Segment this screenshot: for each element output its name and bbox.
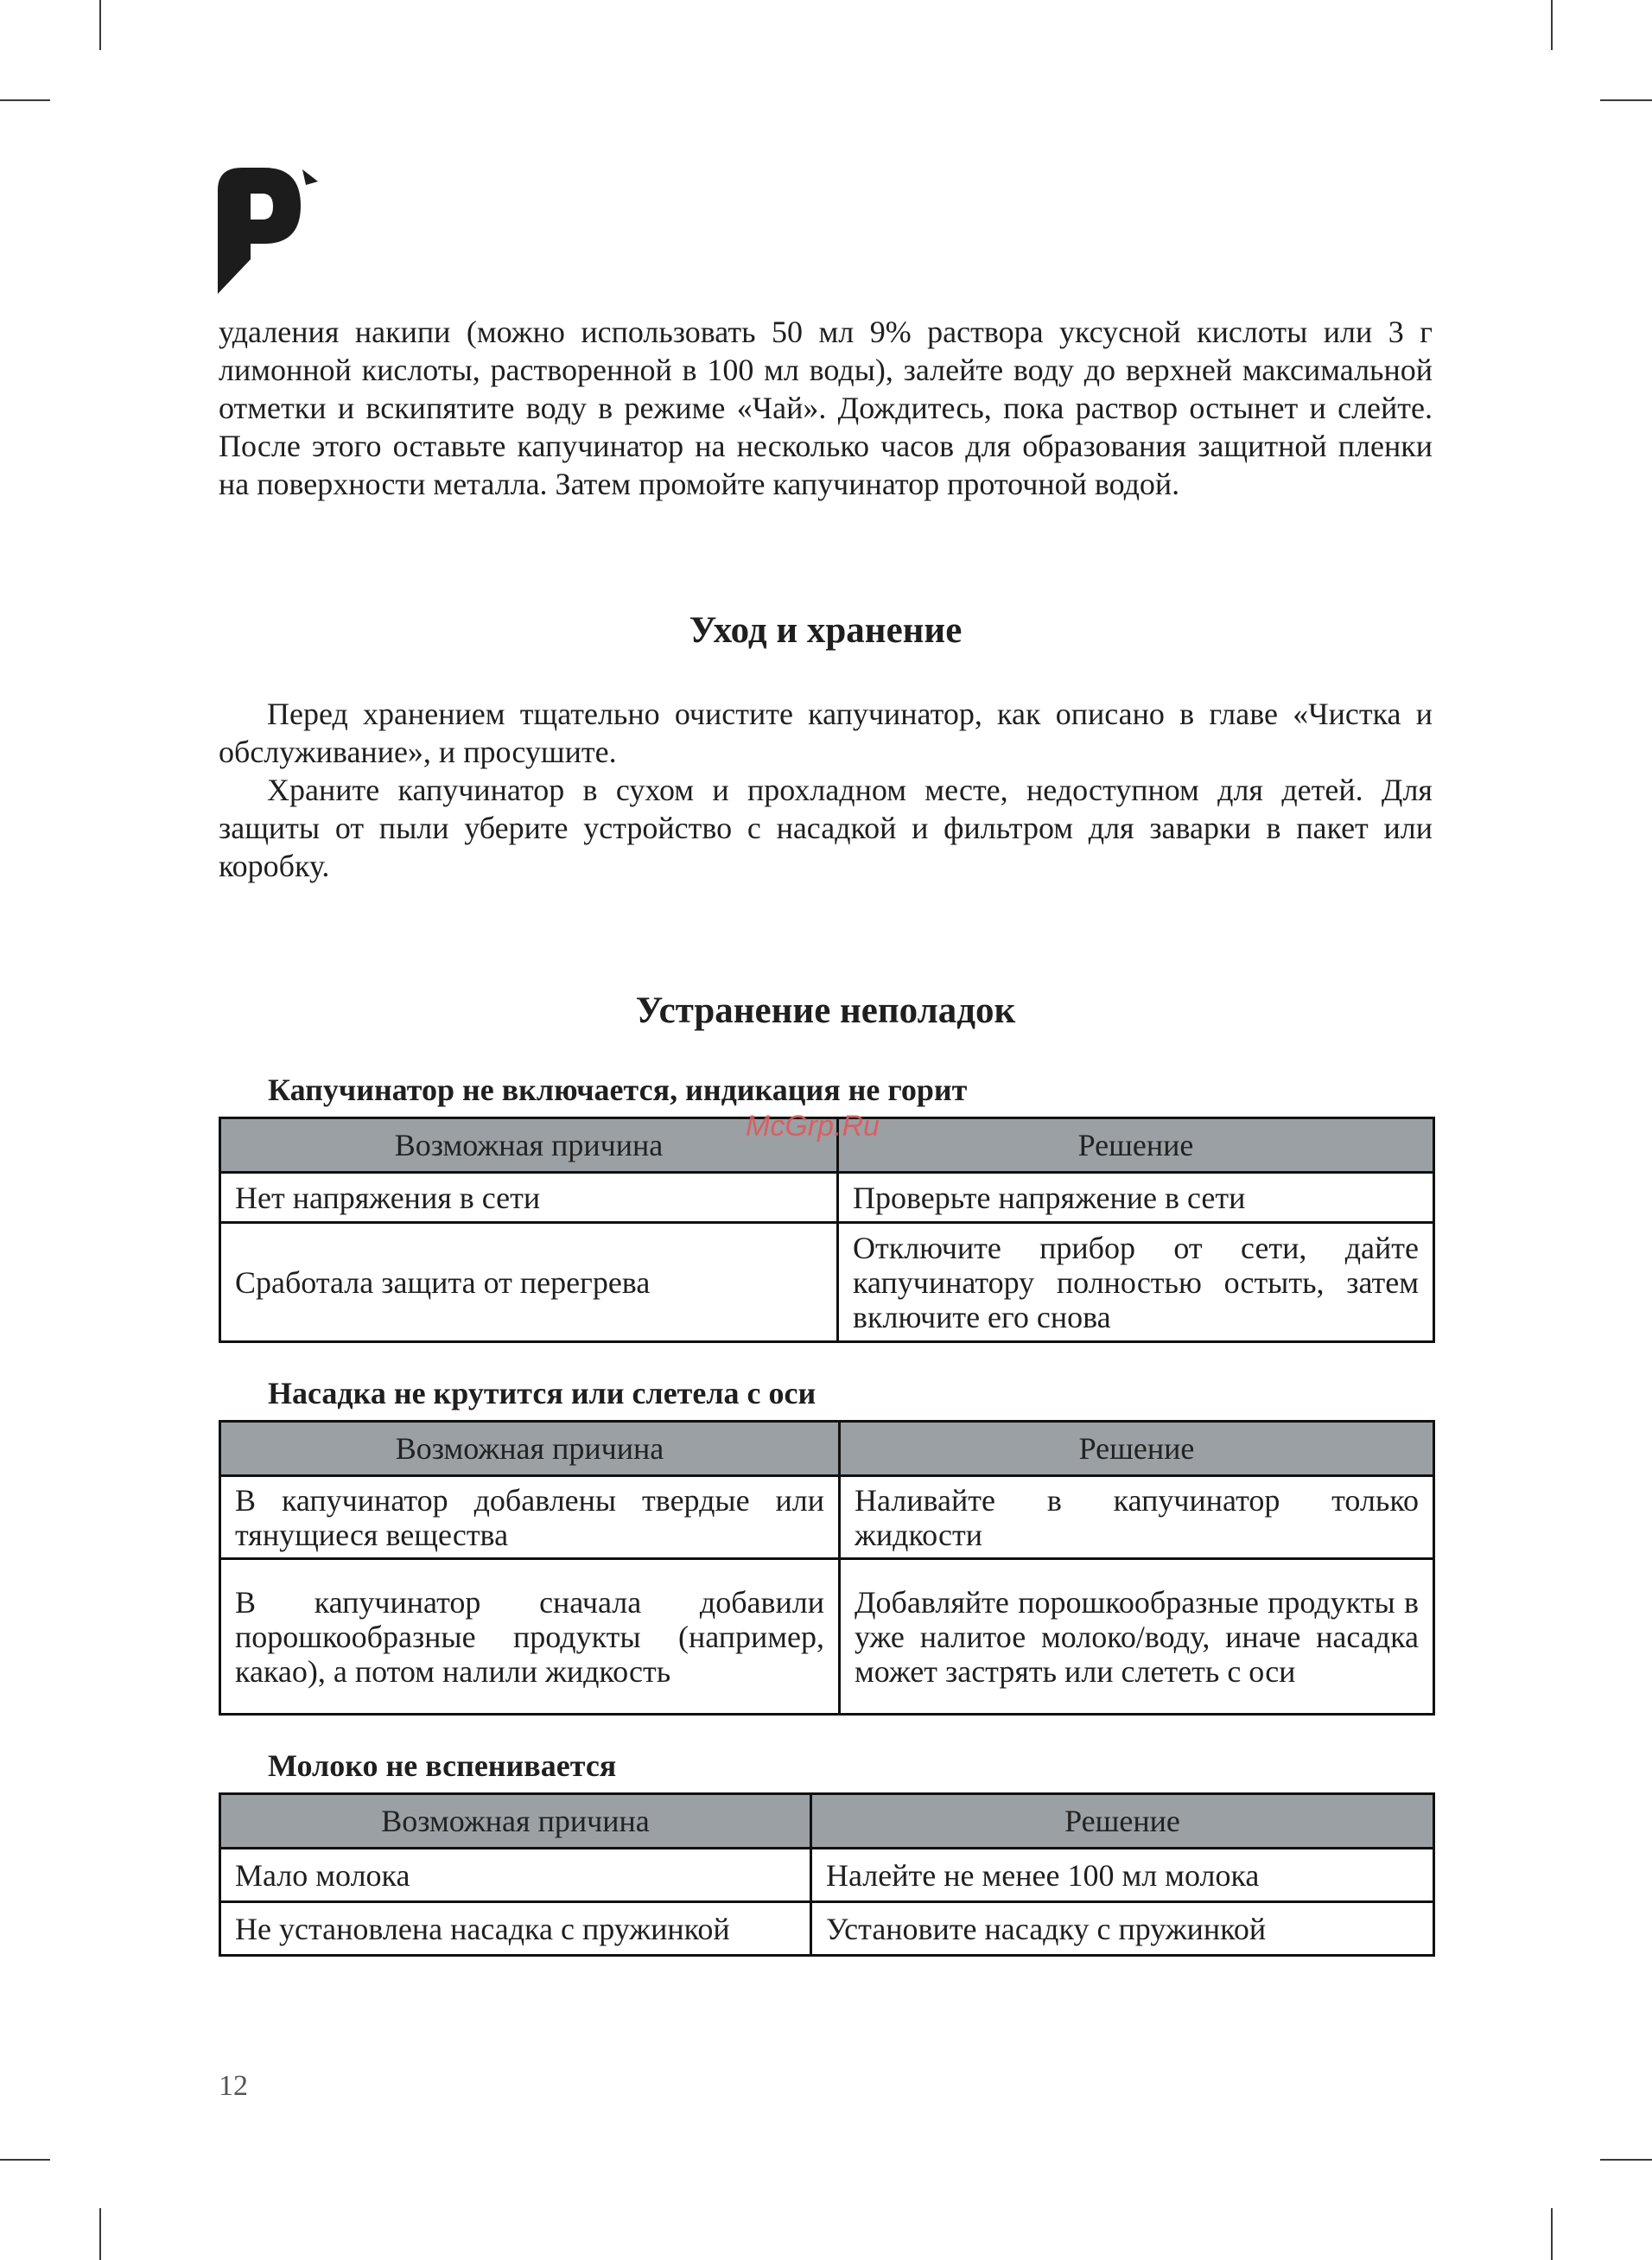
watermark: McGrp.Ru (746, 1110, 880, 1143)
cause-cell: В капучинатор сначала добавили порошкообразные продукты (например, какао), а потом налили жидкость (220, 1559, 840, 1715)
cause-cell: В капучинатор добавлены твердые или тянущиеся вещества (220, 1476, 840, 1559)
solution-cell: Отключите прибор от сети, дайте капучинатору полностью остыть, затем включите его снова (838, 1223, 1434, 1342)
troubleshooting-table (219, 1117, 1435, 1343)
problem-title: Молоко не вспенивается (268, 1748, 617, 1783)
crop-mark (0, 2159, 50, 2161)
table-row (220, 1849, 1434, 1902)
column-header-solution: Решение (840, 1422, 1434, 1476)
problem-title: Капучинатор не включается, индикация не горит (268, 1073, 968, 1107)
column-header-solution: Решение (838, 1118, 1434, 1173)
troubleshooting-section-title: Устранение неполадок (635, 990, 1016, 1031)
cause-cell: Нет напряжения в сети (220, 1173, 838, 1223)
care-paragraph: Перед хранением тщательно очистите капучинатор, как описано в главе «Чистка и обслуживание», и просушите. (219, 697, 1433, 769)
table-row (220, 1223, 1434, 1342)
table-row (220, 1173, 1434, 1223)
cause-cell: Сработала защита от перегрева (220, 1223, 838, 1342)
intro-paragraph: удаления накипи (можно использовать 50 мл 9% раствора уксусной кислоты или 3 г лимонной кислоты, растворенной в 100 мл воды), залейте воду до верхней максимальной отметки и вскипятите воду в режиме «Чай». Дождитесь, пока раствор остынет и слейте. После этого оставьте капучинатор на несколько часов для образования защитной пленки на поверхности металла. Затем промойте капучинатор проточной водой. (219, 315, 1433, 501)
column-header-solution: Решение (811, 1794, 1434, 1849)
table-header-row (220, 1794, 1434, 1849)
troubleshooting-table (219, 1792, 1435, 1957)
care-paragraph: Храните капучинатор в сухом и прохладном месте, недоступном для детей. Для защиты от пыли уберите устройство с насадкой и фильтром для заварки в пакет или коробку. (219, 773, 1433, 883)
crop-mark (1551, 0, 1553, 50)
page-number: 12 (219, 2070, 248, 2102)
solution-cell: Налейте не менее 100 мл молока (811, 1849, 1434, 1902)
solution-cell: Наливайте в капучинатор только жидкости (840, 1476, 1434, 1559)
brand-logo-icon (216, 164, 320, 294)
crop-mark (1551, 2208, 1553, 2260)
table-row (220, 1559, 1434, 1715)
solution-cell: Проверьте напряжение в сети (838, 1173, 1434, 1223)
crop-mark (1600, 99, 1652, 101)
solution-cell: Добавляйте порошкообразные продукты в уже налитое молоко/воду, иначе насадка может застрять или слететь с оси (840, 1559, 1434, 1715)
column-header-cause: Возможная причина (220, 1422, 840, 1476)
cause-cell: Не установлена насадка с пружинкой (220, 1902, 811, 1956)
cause-cell: Мало молока (220, 1849, 811, 1902)
table-header-row (220, 1422, 1434, 1476)
troubleshooting-table (219, 1420, 1435, 1716)
table-row (220, 1902, 1434, 1956)
crop-mark (0, 99, 50, 101)
column-header-cause: Возможная причина (220, 1794, 811, 1849)
table-row (220, 1476, 1434, 1559)
solution-cell: Установите насадку с пружинкой (811, 1902, 1434, 1956)
crop-mark (99, 0, 101, 50)
care-section-title: Уход и хранение (689, 610, 963, 651)
crop-mark (1600, 2159, 1652, 2161)
problem-title: Насадка не крутится или слетела с оси (268, 1376, 816, 1410)
column-header-cause: Возможная причина (220, 1118, 838, 1173)
crop-mark (99, 2208, 101, 2260)
